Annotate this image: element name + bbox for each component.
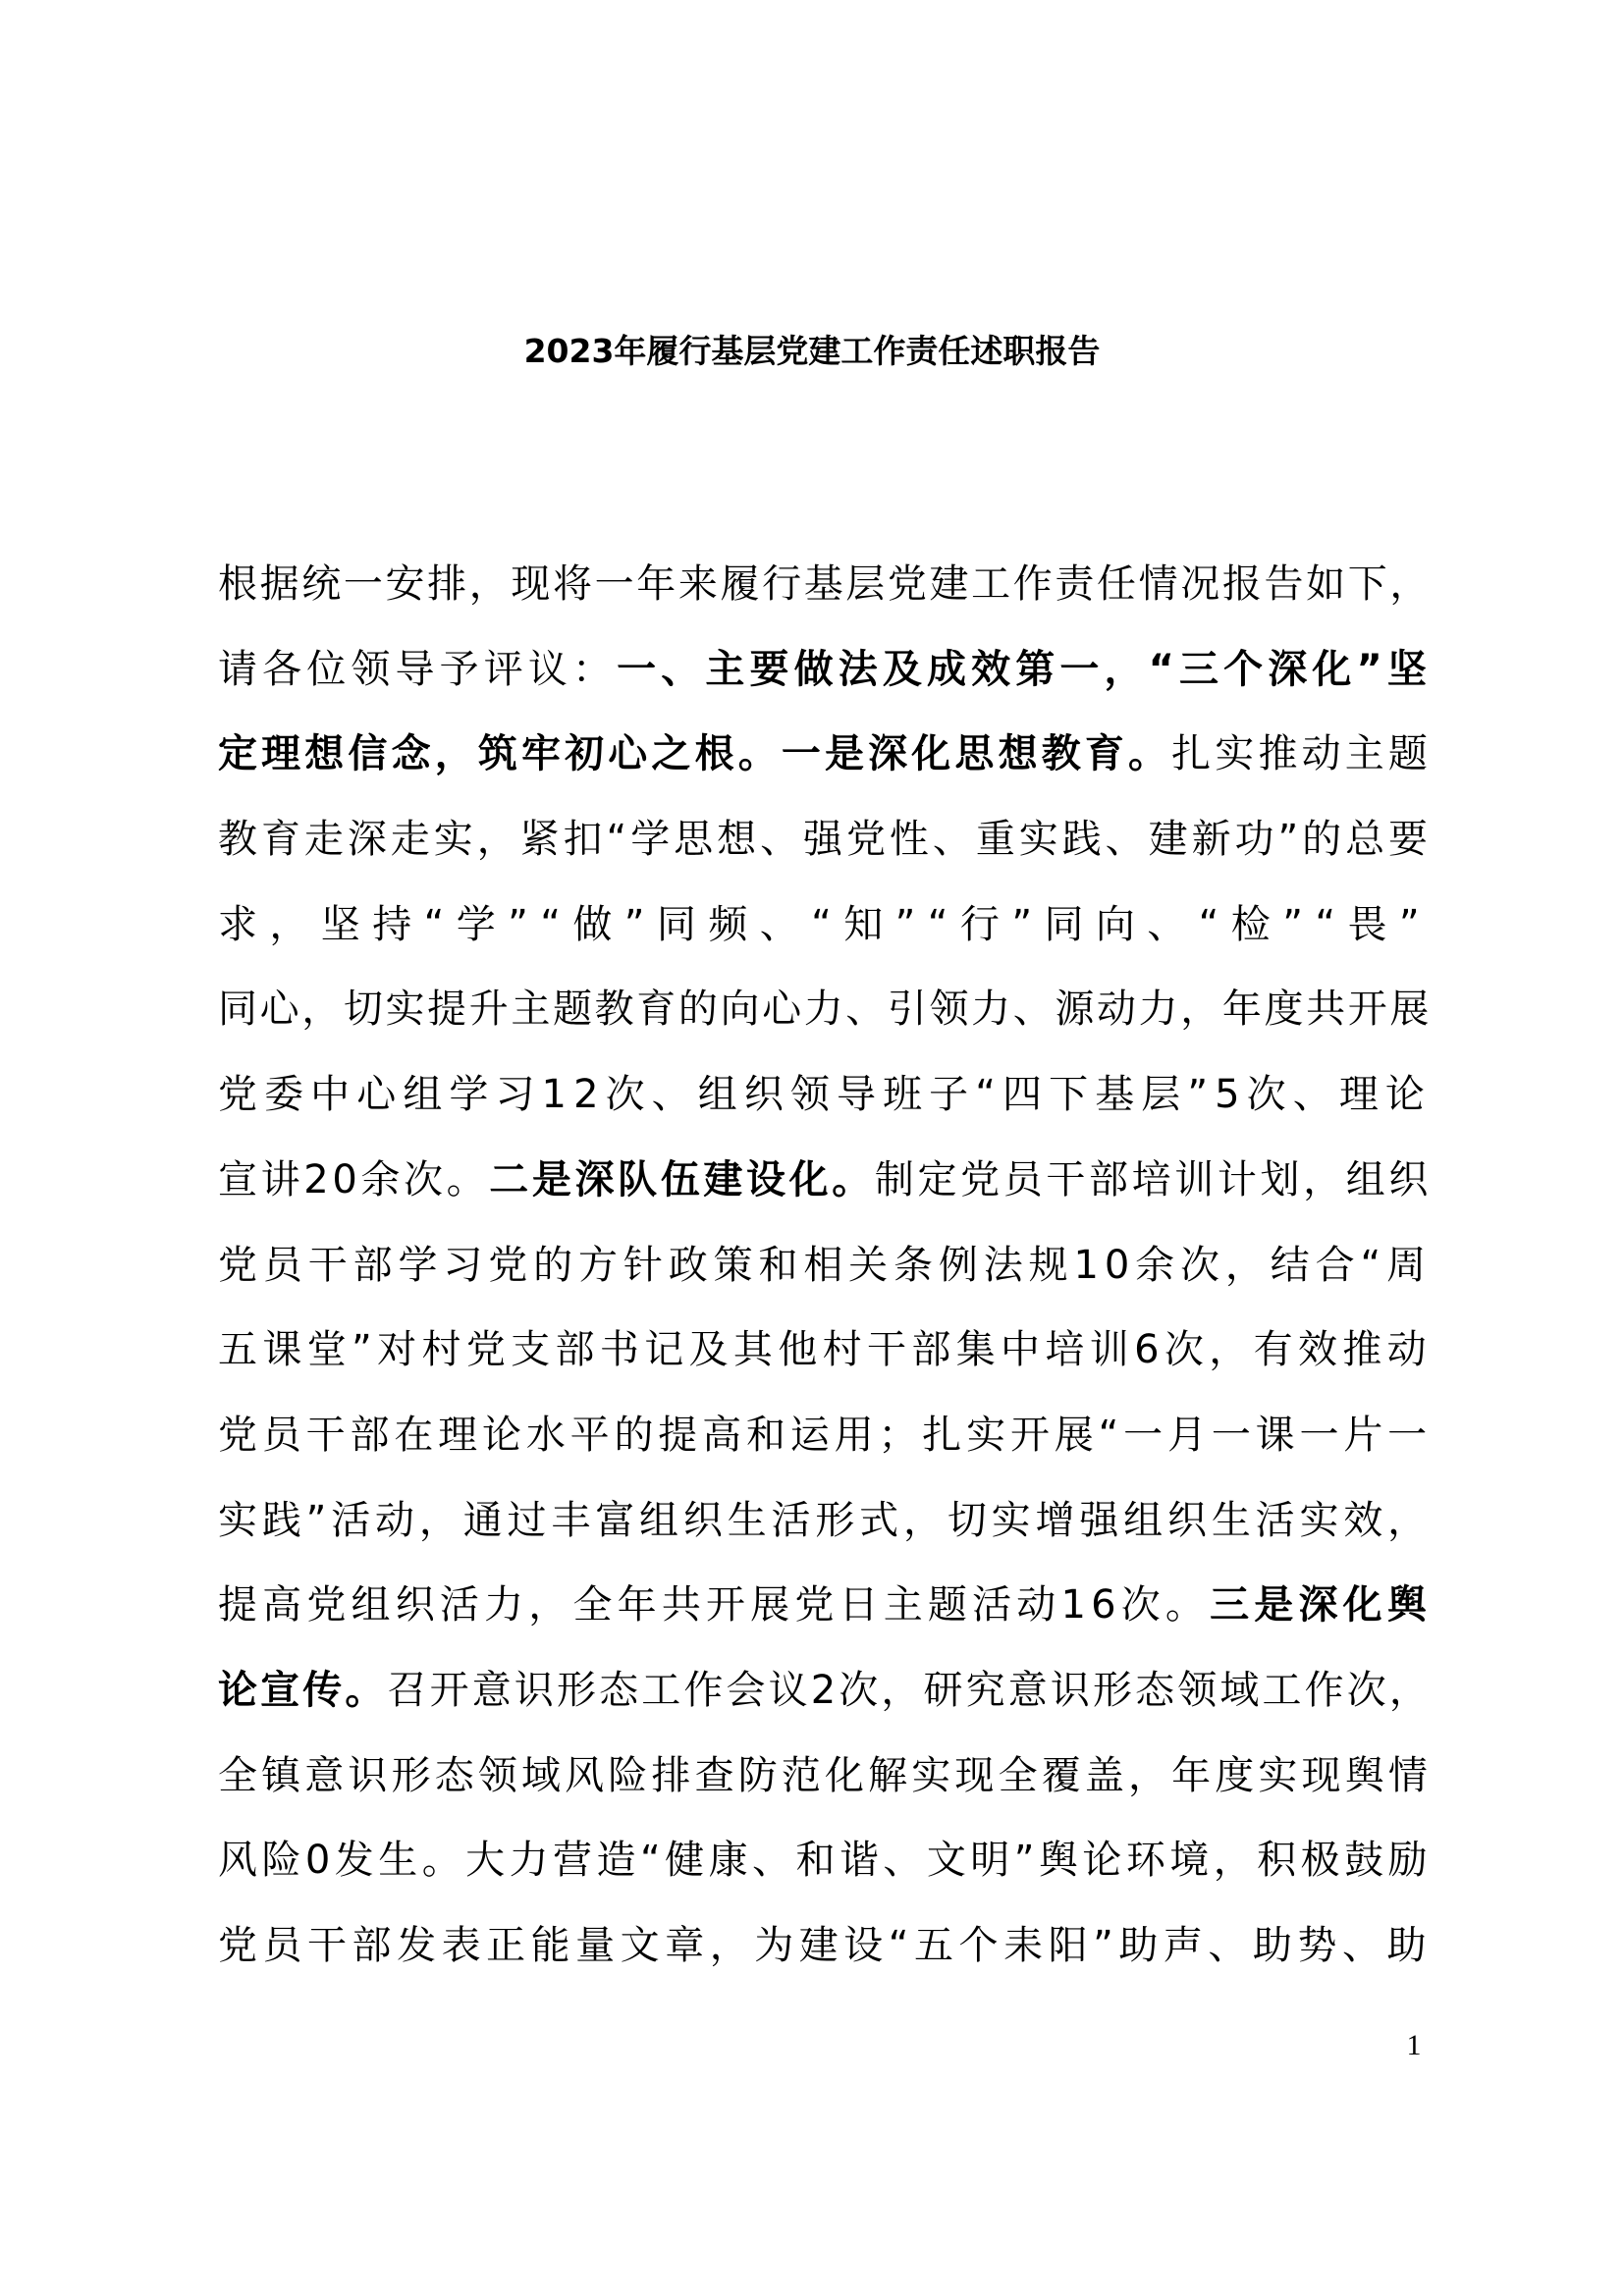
section-heading-segment: 定理想信念，筑牢初心之根。一是深化思想教育。: [218, 731, 1172, 777]
text-segment: 同心，切实提升主题教育的向心力、引领力、源动力，年度共开展: [218, 987, 1432, 1033]
text-segment: 扎实推动主题: [1171, 731, 1433, 777]
page-number: 1: [1406, 2029, 1422, 2061]
text-line: [218, 967, 1432, 1052]
text-segment: 风险0发生。大力营造“健康、和谐、文明”舆论环境，积极鼓励: [218, 1838, 1432, 1884]
section-heading-segment: 一、主要做法及成效第一，“三个深化”坚: [617, 646, 1433, 692]
text-segment: 根据统一安排，现将一年来履行基层党建工作责任情况报告如下，: [218, 561, 1432, 607]
section-heading-segment: 二是深队伍建设化。: [489, 1156, 875, 1202]
text-segment: 党员干部学习党的方针政策和相关条例法规10余次，结合“周: [218, 1242, 1432, 1288]
document-title: 2023年履行基层党建工作责任述职报告: [523, 332, 1101, 370]
text-segment: 五课堂”对村党支部书记及其他村干部集中培训6次，有效推动: [218, 1327, 1432, 1373]
text-line: [218, 1648, 1432, 1734]
text-line: [218, 1308, 1432, 1393]
text-line: [218, 797, 1432, 882]
text-segment: 宣讲20余次。: [218, 1156, 490, 1202]
text-segment: 提高党组织活力，全年共开展党日主题活动16次。: [218, 1582, 1211, 1629]
text-segment: 党委中心组学习12次、组织领导班子“四下基层”5次、理论: [218, 1072, 1432, 1118]
text-segment: 召开意识形态工作会议2次，研究意识形态领域工作次，: [387, 1667, 1433, 1713]
text-line: [218, 1734, 1432, 1819]
text-segment: 教育走深走实，紧扣“学思想、强党性、重实践、建新功”的总要: [218, 817, 1432, 863]
text-segment: 实践”活动，通过丰富组织生活形式，切实增强组织生活实效，: [218, 1497, 1432, 1543]
text-line: [218, 882, 1432, 968]
text-segment: 党员干部发表正能量文章，为建设“五个耒阳”助声、助势、助: [218, 1923, 1432, 1968]
text-line: [218, 1903, 1432, 1989]
text-segment: 制定党员干部培训计划，组织: [874, 1156, 1433, 1202]
text-segment: 全镇意识形态领域风险排查防范化解实现全覆盖，年度实现舆情: [218, 1752, 1432, 1798]
text-line: [218, 712, 1432, 797]
text-line: [218, 627, 1432, 713]
text-line: [218, 1818, 1432, 1903]
section-heading-segment: 三是深化舆: [1210, 1582, 1433, 1629]
text-line: [218, 1393, 1432, 1478]
text-line: [218, 1478, 1432, 1564]
text-segment: 求，坚持“学”“做”同频、“知”“行”同向、“检”“畏”: [218, 901, 1432, 947]
section-heading-segment: 论宣传。: [218, 1667, 388, 1713]
text-segment: 党员干部在理论水平的提高和运用；扎实开展“一月一课一片一: [218, 1412, 1432, 1458]
text-line: [218, 542, 1432, 627]
text-line: [218, 1563, 1432, 1648]
text-line: [218, 1138, 1432, 1223]
text-line: [218, 1223, 1432, 1308]
text-segment: 请各位领导予评议：: [218, 646, 618, 692]
text-line: [218, 1052, 1432, 1138]
body-paragraph: [218, 542, 1432, 1989]
